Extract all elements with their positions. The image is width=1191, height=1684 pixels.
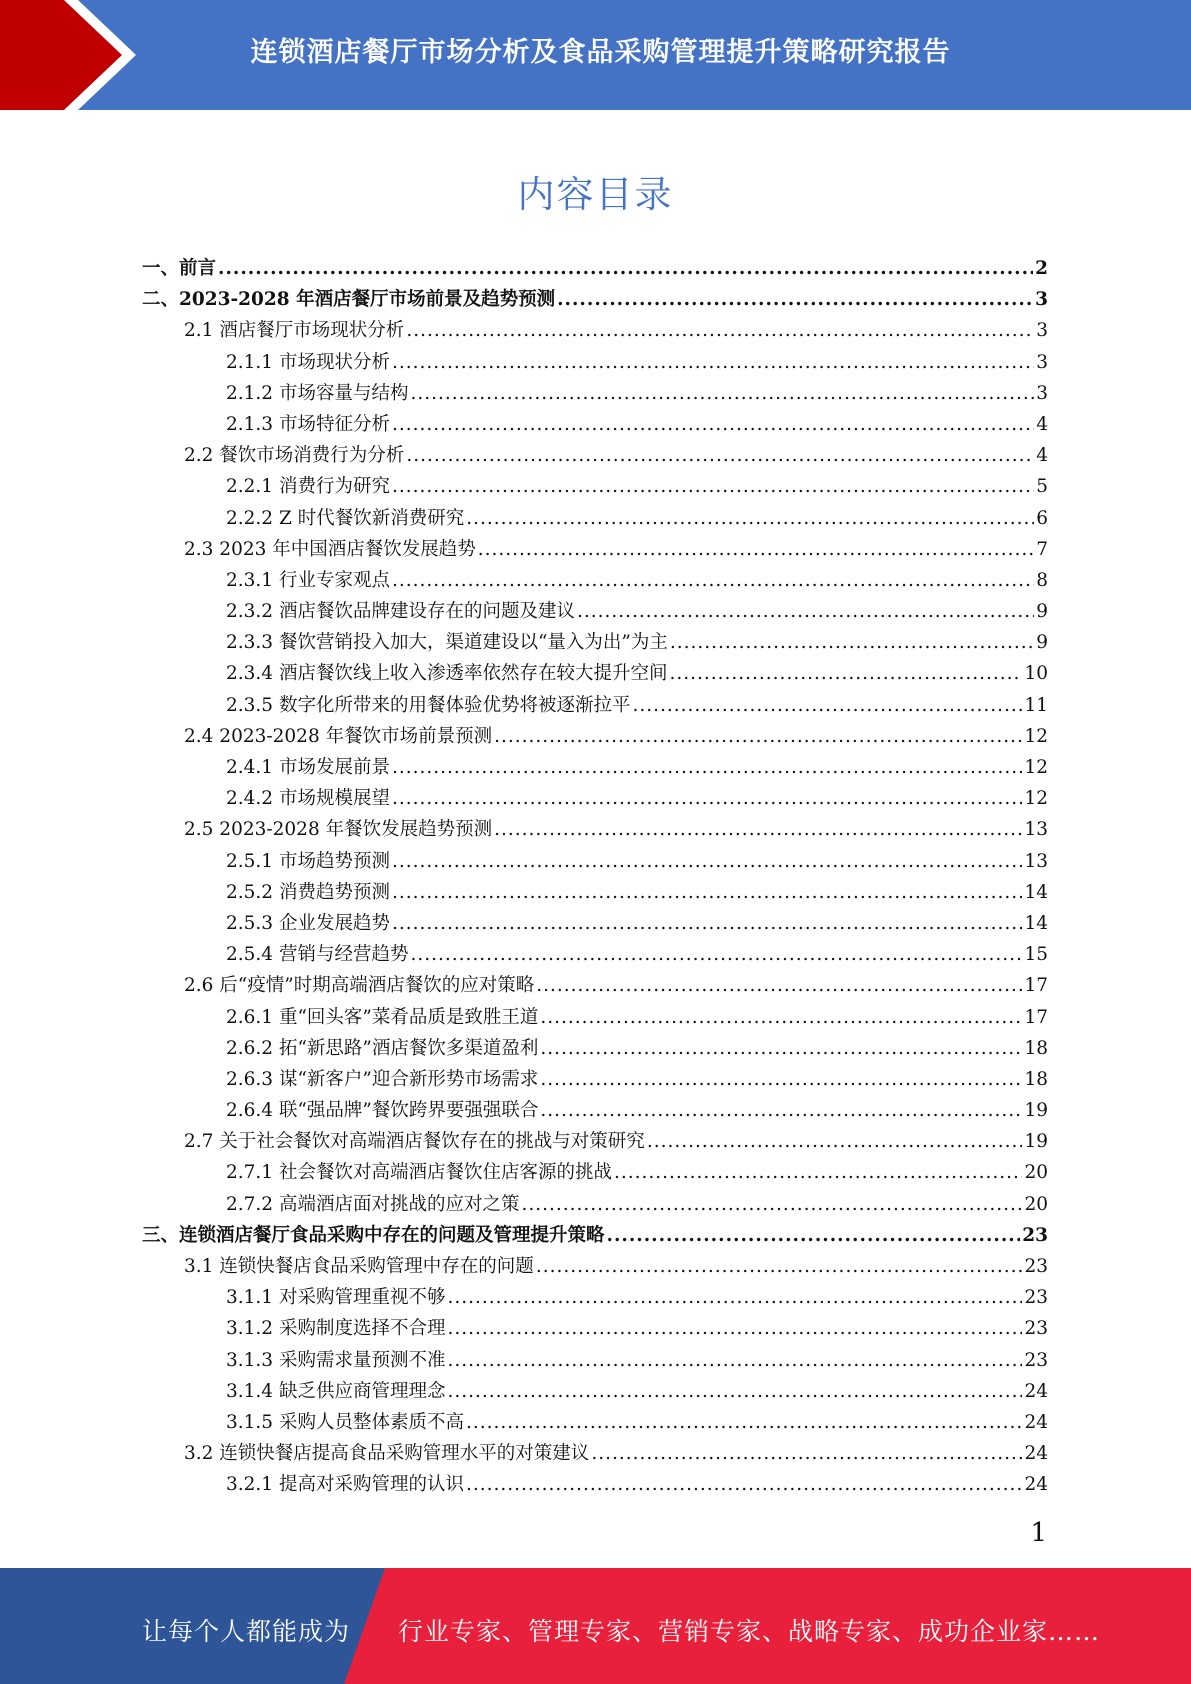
toc-entry[interactable] bbox=[142, 1158, 1048, 1189]
toc-entry-label: 3.1.2 采购制度选择不合理 bbox=[226, 1318, 446, 1340]
toc-entry[interactable] bbox=[142, 1377, 1048, 1408]
toc-entry[interactable] bbox=[142, 1096, 1048, 1127]
toc-entry-page: 10 bbox=[1024, 663, 1048, 685]
toc-entry-page: 17 bbox=[1024, 975, 1048, 997]
toc-entry[interactable] bbox=[142, 1470, 1048, 1501]
toc-leader-dots bbox=[670, 632, 1034, 653]
toc-entry-label: 2.1.1 市场现状分析 bbox=[226, 351, 390, 373]
toc-entry[interactable] bbox=[142, 1127, 1048, 1158]
toc-entry[interactable] bbox=[142, 1221, 1048, 1252]
toc-entry-page: 9 bbox=[1036, 632, 1048, 654]
toc-entry[interactable] bbox=[142, 753, 1048, 784]
toc-entry[interactable] bbox=[142, 971, 1048, 1002]
toc-entry-label: 3.2 连锁快餐店提高食品采购管理水平的对策建议 bbox=[184, 1443, 590, 1465]
toc-entry-label: 三、连锁酒店餐厅食品采购中存在的问题及管理提升策略 bbox=[142, 1224, 605, 1246]
toc-leader-dots bbox=[466, 508, 1034, 529]
toc-leader-dots bbox=[392, 570, 1034, 591]
toc-entry-page: 23 bbox=[1024, 1318, 1048, 1340]
toc-entry-label: 2.5.2 消费趋势预测 bbox=[226, 881, 390, 903]
footer-slogan-right: 行业专家、管理专家、营销专家、战略专家、成功企业家…… bbox=[398, 1617, 1101, 1646]
toc-leader-dots bbox=[392, 913, 1022, 934]
toc-entry-label: 2.7 关于社会餐饮对高端酒店餐饮存在的挑战与对策研究 bbox=[184, 1131, 645, 1153]
toc-leader-dots bbox=[392, 352, 1034, 373]
toc-leader-dots bbox=[607, 1225, 1021, 1246]
toc-entry[interactable] bbox=[142, 784, 1048, 815]
toc-entry-page: 24 bbox=[1024, 1474, 1048, 1496]
toc-entry[interactable] bbox=[142, 379, 1048, 410]
toc-leader-dots bbox=[557, 289, 1033, 310]
toc-entry-page: 9 bbox=[1036, 601, 1048, 623]
toc-leader-dots bbox=[406, 445, 1034, 466]
toc-leader-dots bbox=[392, 788, 1022, 809]
toc-leader-dots bbox=[536, 975, 1022, 996]
footer-slogan-left: 让每个人都能成为 bbox=[142, 1617, 351, 1646]
toc-entry-label: 2.3.4 酒店餐饮线上收入渗透率依然存在较大提升空间 bbox=[226, 663, 668, 685]
toc-leader-dots bbox=[447, 1318, 1022, 1339]
toc-leader-dots bbox=[410, 383, 1034, 404]
toc-entry-page: 4 bbox=[1036, 445, 1048, 467]
toc-entry[interactable] bbox=[142, 504, 1048, 535]
toc-entry-page: 18 bbox=[1024, 1037, 1048, 1059]
toc-entry-page: 8 bbox=[1036, 569, 1048, 591]
toc-entry-page: 24 bbox=[1024, 1380, 1048, 1402]
toc-entry[interactable] bbox=[142, 1346, 1048, 1377]
toc-title: 内容目录 bbox=[517, 173, 674, 216]
toc-entry-label: 3.1 连锁快餐店食品采购管理中存在的问题 bbox=[184, 1256, 534, 1277]
toc-entry-label: 2.5.1 市场趋势预测 bbox=[226, 850, 390, 872]
toc-entry-page: 2 bbox=[1035, 258, 1048, 279]
toc-entry[interactable] bbox=[142, 940, 1048, 971]
toc-entry[interactable] bbox=[142, 285, 1048, 316]
toc-entry-label: 2.5.4 营销与经营趋势 bbox=[226, 944, 409, 966]
toc-entry[interactable] bbox=[142, 1065, 1048, 1096]
toc-entry[interactable] bbox=[142, 1408, 1048, 1439]
toc-leader-dots bbox=[406, 320, 1034, 341]
toc-leader-dots bbox=[447, 1287, 1022, 1308]
toc-entry[interactable] bbox=[142, 691, 1048, 722]
report-title: 连锁酒店餐厅市场分析及食品采购管理提升策略研究报告 bbox=[250, 37, 951, 68]
toc-entry[interactable] bbox=[142, 1439, 1048, 1470]
toc-entry[interactable] bbox=[142, 909, 1048, 940]
toc-entry[interactable] bbox=[142, 566, 1048, 597]
toc-leader-dots bbox=[614, 1162, 1022, 1183]
toc-entry-label: 3.1.1 对采购管理重视不够 bbox=[226, 1287, 446, 1309]
toc-leader-dots bbox=[494, 819, 1022, 840]
toc-entry-page: 11 bbox=[1024, 694, 1048, 716]
toc-entry-label: 2.6 后“疫情”时期高端酒店餐饮的应对策略 bbox=[184, 975, 535, 997]
toc-leader-dots bbox=[392, 882, 1022, 903]
toc-entry[interactable] bbox=[142, 316, 1048, 347]
toc-entry-page: 12 bbox=[1024, 757, 1048, 778]
toc-leader-dots bbox=[540, 1069, 1022, 1090]
toc-entry-label: 2.1 酒店餐厅市场现状分析 bbox=[184, 320, 405, 342]
toc-leader-dots bbox=[218, 258, 1033, 279]
toc-entry-label: 2.6.3 谋“新客户”迎合新形势市场需求 bbox=[226, 1068, 539, 1090]
toc-entry-label: 2.7.1 社会餐饮对高端酒店餐饮住店客源的挑战 bbox=[226, 1162, 612, 1184]
toc-entry-label: 2.6.2 拓“新思路”酒店餐饮多渠道盈利 bbox=[226, 1037, 539, 1059]
toc-leader-dots bbox=[577, 601, 1034, 622]
toc-leader-dots bbox=[410, 944, 1022, 965]
toc-entry[interactable] bbox=[142, 472, 1048, 503]
toc-entry-page: 14 bbox=[1024, 881, 1048, 903]
toc-entry[interactable] bbox=[142, 535, 1048, 566]
toc-entry-page: 18 bbox=[1024, 1068, 1048, 1090]
toc-leader-dots bbox=[632, 695, 1022, 716]
toc-leader-dots bbox=[392, 476, 1034, 497]
toc-entry-page: 4 bbox=[1036, 413, 1048, 435]
toc-entry-page: 5 bbox=[1036, 476, 1048, 498]
toc-leader-dots bbox=[521, 1194, 1022, 1215]
toc-entry[interactable] bbox=[142, 1034, 1048, 1065]
toc-entry-page: 3 bbox=[1036, 320, 1048, 342]
toc-entry[interactable] bbox=[142, 597, 1048, 628]
table-of-contents bbox=[142, 254, 1048, 1502]
toc-leader-dots bbox=[669, 663, 1022, 684]
toc-entry-label: 2.3.1 行业专家观点 bbox=[226, 569, 390, 591]
toc-entry-page: 19 bbox=[1024, 1100, 1048, 1122]
toc-entry[interactable] bbox=[142, 1314, 1048, 1345]
toc-entry-label: 3.1.4 缺乏供应商管理理念 bbox=[226, 1380, 446, 1402]
toc-entry[interactable] bbox=[142, 628, 1048, 659]
toc-entry[interactable] bbox=[142, 441, 1048, 472]
toc-entry[interactable] bbox=[142, 815, 1048, 846]
toc-entry-label: 2.4.2 市场规模展望 bbox=[226, 788, 390, 810]
toc-entry-page: 20 bbox=[1024, 1193, 1048, 1215]
toc-entry-label: 3.1.5 采购人员整体素质不高 bbox=[226, 1411, 464, 1433]
toc-leader-dots bbox=[647, 1131, 1023, 1152]
toc-entry[interactable] bbox=[142, 1003, 1048, 1034]
toc-leader-dots bbox=[466, 1474, 1022, 1495]
toc-entry-page: 23 bbox=[1024, 1256, 1048, 1277]
toc-entry-page: 13 bbox=[1024, 850, 1048, 872]
page-header bbox=[0, 0, 1191, 110]
toc-entry-page: 6 bbox=[1036, 507, 1048, 529]
toc-entry-label: 2.3.5 数字化所带来的用餐体验优势将被逐渐拉平 bbox=[226, 694, 631, 716]
toc-entry-page: 7 bbox=[1036, 538, 1048, 560]
toc-entry-page: 20 bbox=[1024, 1162, 1048, 1184]
page-footer bbox=[0, 1568, 1191, 1684]
toc-entry-label: 3.1.3 采购需求量预测不准 bbox=[226, 1349, 446, 1371]
toc-entry[interactable] bbox=[142, 878, 1048, 909]
toc-leader-dots bbox=[591, 1443, 1022, 1464]
toc-leader-dots bbox=[478, 539, 1034, 560]
toc-leader-dots bbox=[392, 414, 1034, 435]
toc-entry-page: 24 bbox=[1024, 1443, 1048, 1465]
toc-entry-label: 2.2 餐饮市场消费行为分析 bbox=[184, 445, 405, 467]
toc-entry-page: 23 bbox=[1024, 1349, 1048, 1371]
toc-entry-label: 一、前言 bbox=[142, 258, 217, 279]
toc-entry[interactable] bbox=[142, 1283, 1048, 1314]
toc-entry-label: 2.3.3 餐饮营销投入加大，渠道建设以“量入为出”为主 bbox=[226, 632, 668, 654]
toc-entry-label: 2.5 2023-2028 年餐饮发展趋势预测 bbox=[184, 819, 493, 841]
toc-entry-label: 2.5.3 企业发展趋势 bbox=[226, 912, 390, 934]
toc-entry-label: 2.6.4 联“强品牌”餐饮跨界要强强联合 bbox=[226, 1100, 539, 1122]
toc-entry-label: 2.2.1 消费行为研究 bbox=[226, 476, 390, 498]
toc-entry-label: 2.4 2023-2028 年餐饮市场前景预测 bbox=[184, 725, 493, 747]
toc-entry-label: 2.1.2 市场容量与结构 bbox=[226, 382, 409, 404]
toc-entry-label: 2.7.2 高端酒店面对挑战的应对之策 bbox=[226, 1193, 520, 1215]
toc-entry-page: 23 bbox=[1022, 1224, 1048, 1246]
toc-entry-label: 2.3 2023 年中国酒店餐饮发展趋势 bbox=[184, 538, 476, 560]
toc-entry-label: 2.6.1 重“回头客”菜肴品质是致胜王道 bbox=[226, 1006, 539, 1028]
toc-entry[interactable] bbox=[142, 722, 1048, 753]
toc-leader-dots bbox=[540, 1038, 1022, 1059]
toc-entry[interactable] bbox=[142, 1190, 1048, 1221]
toc-entry-page: 3 bbox=[1036, 351, 1048, 373]
toc-entry-page: 13 bbox=[1024, 819, 1048, 841]
toc-entry-page: 17 bbox=[1024, 1006, 1048, 1028]
toc-entry-page: 19 bbox=[1024, 1131, 1048, 1153]
page-number: 1 bbox=[1030, 1518, 1047, 1548]
toc-entry[interactable] bbox=[142, 659, 1048, 690]
toc-entry[interactable] bbox=[142, 847, 1048, 878]
toc-entry-page: 3 bbox=[1035, 289, 1048, 311]
toc-entry-label: 2.2.2 Z 时代餐饮新消费研究 bbox=[226, 507, 465, 529]
toc-entry[interactable] bbox=[142, 348, 1048, 379]
toc-entry-page: 14 bbox=[1024, 912, 1048, 934]
toc-entry-label: 3.2.1 提高对采购管理的认识 bbox=[226, 1474, 464, 1496]
toc-entry-label: 2.3.2 酒店餐饮品牌建设存在的问题及建议 bbox=[226, 601, 575, 623]
toc-entry-page: 15 bbox=[1024, 944, 1048, 966]
toc-leader-dots bbox=[447, 1381, 1022, 1402]
toc-entry-label: 2.4.1 市场发展前景 bbox=[226, 757, 390, 778]
toc-entry-page: 3 bbox=[1036, 382, 1048, 404]
toc-leader-dots bbox=[392, 851, 1022, 872]
toc-leader-dots bbox=[536, 1256, 1023, 1277]
toc-entry-page: 12 bbox=[1024, 725, 1048, 747]
toc-entry[interactable] bbox=[142, 410, 1048, 441]
toc-leader-dots bbox=[392, 757, 1022, 778]
toc-leader-dots bbox=[466, 1412, 1022, 1433]
toc-entry-page: 24 bbox=[1024, 1411, 1048, 1433]
toc-entry[interactable] bbox=[142, 254, 1048, 285]
toc-entry-page: 12 bbox=[1024, 788, 1048, 810]
toc-leader-dots bbox=[494, 726, 1022, 747]
toc-leader-dots bbox=[447, 1350, 1022, 1371]
toc-entry[interactable] bbox=[142, 1252, 1048, 1283]
toc-leader-dots bbox=[540, 1007, 1022, 1028]
toc-entry-label: 二、2023-2028 年酒店餐厅市场前景及趋势预测 bbox=[142, 289, 556, 311]
toc-leader-dots bbox=[540, 1100, 1022, 1121]
toc-entry-page: 23 bbox=[1024, 1287, 1048, 1309]
toc-entry-label: 2.1.3 市场特征分析 bbox=[226, 413, 390, 435]
